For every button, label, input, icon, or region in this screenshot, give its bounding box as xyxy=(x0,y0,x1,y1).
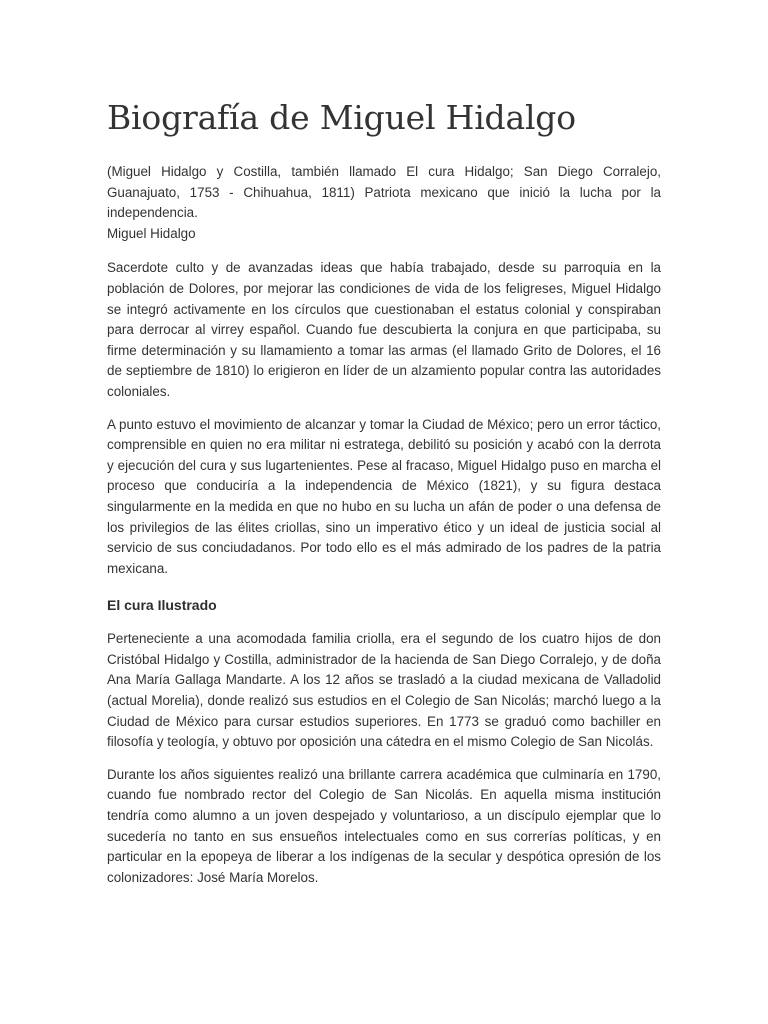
image-caption: Miguel Hidalgo xyxy=(107,225,196,241)
document-page xyxy=(107,96,661,900)
body-paragraph-2: A punto estuvo el movimiento de alcanzar y tomar la Ciudad de México; pero un error táctico, comprensible en quien no era militar ni estratega, debilitó su posición y acabó con la derrota y ejecución del cura y sus lugartenientes. Pese al fracaso, Miguel Hidalgo puso en marcha el proceso que conduciría a la independencia de México (1821), y su figura destaca singularmente en la medida en que no hubo en su lucha un afán de poder o una defensa de los privilegios de las élites criollas, sino un imperativo ético y un ideal de justicia social al servicio de sus conciudadanos. Por todo ello es el más admirado de los padres de la patria mexicana. xyxy=(107,416,661,576)
body-paragraph-1: Sacerdote culto y de avanzadas ideas que había trabajado, desde su parroquia en la población de Dolores, por mejorar las condiciones de vida de los feligreses, Miguel Hidalgo se integró activamente en los círculos que cuestionaban el estatus colonial y conspiraban para derrocar al virrey español. Cuando fue descubierta la conjura en que participaba, su firme determinación y su llamamiento a tomar las armas (el llamado Grito de Dolores, el 16 de septiembre de 1810) lo erigieron en líder de un alzamiento popular contra las autoridades coloniales. xyxy=(107,260,661,399)
intro-block xyxy=(107,162,661,244)
document-title: Biografía de Miguel Hidalgo xyxy=(107,98,576,137)
body-paragraph-3: Perteneciente a una acomodada familia criolla, era el segundo de los cuatro hijos de don Cristóbal Hidalgo y Costilla, administrador de la hacienda de San Diego Corralejo, y de doña Ana María Gallaga Mandarte. A los 12 años se trasladó a la ciudad mexicana de Valladolid (actual Morelia), donde realizó sus estudios en el Colegio de San Nicolás; marchó luego a la Ciudad de México para cursar estudios superiores. En 1773 se graduó como bachiller en filosofía y teología, y obtuvo por oposición una cátedra en el mismo Colegio de San Nicolás. xyxy=(107,631,661,750)
section-heading: El cura Ilustrado xyxy=(107,597,217,614)
intro-paragraph: (Miguel Hidalgo y Costilla, también llamado El cura Hidalgo; San Diego Corralejo, Guanajuato, 1753 - Chihuahua, 1811) Patriota mexicano que inició la lucha por la independencia. xyxy=(107,164,661,221)
body-paragraph-4: Durante los años siguientes realizó una brillante carrera académica que culminaría en 1790, cuando fue nombrado rector del Colegio de San Nicolás. En aquella misma institución tendría como alumno a un joven despejado y voluntarioso, a un discípulo ejemplar que lo sucedería no tanto en sus ensueños intelectuales como en sus correrías políticas, y en particular en la epopeya de liberar a los indígenas de la secular y despótica opresión de los colonizadores: José María Morelos. xyxy=(107,766,661,885)
